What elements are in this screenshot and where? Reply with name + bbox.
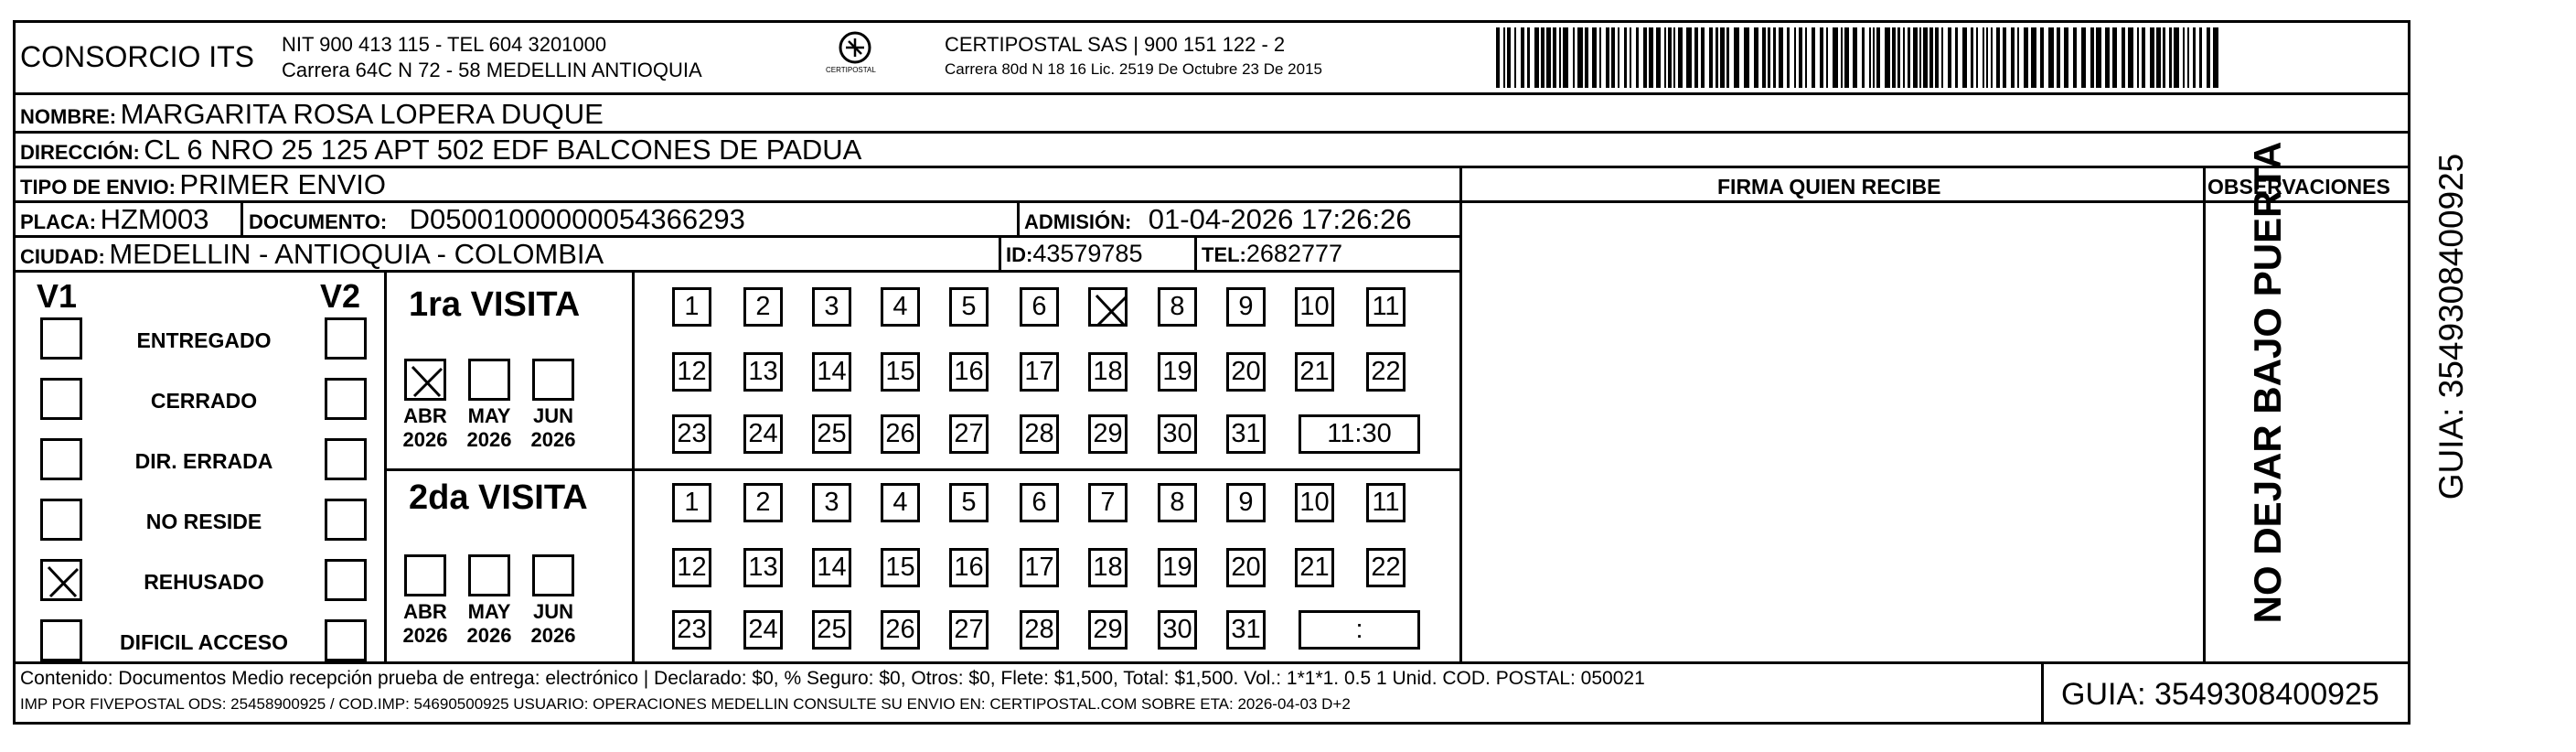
- tel-label: TEL:: [1202, 243, 1246, 266]
- tel-value: 2682777: [1245, 240, 1343, 267]
- day-checkbox[interactable]: 9: [1226, 483, 1266, 522]
- barcode-bar: [1618, 27, 1619, 88]
- v2-label: V2: [320, 277, 361, 315]
- barcode-bar: [1812, 27, 1815, 88]
- barcode-bar: [2150, 27, 2154, 88]
- barcode-bar: [1514, 27, 1516, 88]
- v2-checkbox[interactable]: [325, 499, 367, 541]
- barcode-bar: [1521, 27, 1524, 88]
- barcode-bar: [2090, 27, 2094, 88]
- month-year: 2026: [466, 624, 512, 647]
- month-year: 2026: [466, 428, 512, 451]
- barcode-bar: [1585, 27, 1588, 88]
- barcode-bar: [2096, 27, 2101, 88]
- day-checkbox[interactable]: 19: [1158, 548, 1197, 587]
- barcode-bar: [1553, 27, 1556, 88]
- status-label: NO RESIDE: [145, 510, 262, 533]
- month-name: MAY: [467, 600, 511, 623]
- barcode-bar: [1787, 27, 1790, 88]
- company-address: Carrera 64C N 72 - 58 MEDELLIN ANTIOQUIA: [282, 59, 702, 81]
- barcode-bar: [1996, 27, 2000, 88]
- barcode-bar: [1820, 27, 1823, 88]
- day-checkbox[interactable]: 14: [812, 548, 851, 587]
- barcode-bar: [1496, 27, 1500, 88]
- month-label: [393, 600, 457, 648]
- documento-row: [249, 203, 745, 236]
- documento-label: DOCUMENTO:: [249, 210, 388, 233]
- barcode-bar: [2213, 27, 2218, 88]
- barcode-bar: [1611, 27, 1615, 88]
- barcode-bar: [1892, 27, 1896, 88]
- status-label: DIR. ERRADA: [134, 449, 273, 473]
- day-checkbox[interactable]: 13: [743, 548, 783, 587]
- observaciones-label: OBSERVACIONES: [2207, 175, 2390, 199]
- v1-checkbox[interactable]: [40, 559, 82, 601]
- tipo-value: PRIMER ENVIO: [179, 168, 387, 200]
- barcode-bar: [1720, 27, 1725, 88]
- barcode-bar: [2011, 27, 2015, 88]
- status-label: DIFICIL ACCESO: [119, 630, 288, 654]
- month-year: 2026: [530, 624, 576, 647]
- barcode-bar: [1841, 27, 1843, 88]
- day-checkbox[interactable]: 28: [1020, 610, 1059, 650]
- tipo-label: TIPO DE ENVIO:: [20, 176, 176, 199]
- day-checkbox[interactable]: 30: [1158, 610, 1197, 650]
- check-mark-icon: [45, 564, 81, 600]
- day-checkbox[interactable]: 22: [1366, 352, 1406, 392]
- barcode-bar: [1656, 27, 1661, 88]
- admision-value: 01-04-2026 17:26:26: [1148, 203, 1412, 235]
- barcode-bar: [1726, 27, 1729, 88]
- month-year: 2026: [530, 428, 576, 451]
- barcode-bar: [2137, 27, 2139, 88]
- barcode-bar: [1971, 27, 1973, 88]
- id-label: ID:: [1006, 243, 1033, 266]
- month-checkbox[interactable]: [532, 359, 574, 401]
- day-checkbox[interactable]: 31: [1226, 414, 1266, 454]
- day-checkbox[interactable]: 6: [1020, 287, 1059, 327]
- tel-row: [1202, 240, 1342, 268]
- courier-address: Carrera 80d N 18 16 Lic. 2519 De Octubre 23 De 2015: [945, 60, 1322, 78]
- barcode-bar: [1833, 27, 1838, 88]
- direccion-value: CL 6 NRO 25 125 APT 502 EDF BALCONES DE PADUA: [144, 134, 862, 166]
- day-checkbox[interactable]: [1088, 287, 1128, 327]
- divider: [13, 661, 2410, 664]
- firma-label: FIRMA QUIEN RECIBE: [1717, 175, 1941, 199]
- day-checkbox[interactable]: 26: [881, 610, 920, 650]
- barcode-bar: [1983, 27, 1984, 88]
- status-label: ENTREGADO: [136, 328, 272, 352]
- barcode-bar: [1897, 27, 1900, 88]
- barcode-bar: [2017, 27, 2019, 88]
- check-mark-icon: [409, 363, 445, 400]
- barcode-bar: [1636, 27, 1639, 88]
- v1-checkbox[interactable]: [40, 619, 82, 661]
- ciudad-value: MEDELLIN - ANTIOQUIA - COLOMBIA: [109, 238, 604, 270]
- day-checkbox[interactable]: 16: [949, 352, 989, 392]
- courier-name: CERTIPOSTAL SAS | 900 151 122 - 2: [945, 33, 1286, 56]
- month-name: ABR: [403, 404, 447, 427]
- barcode-bar: [2142, 27, 2145, 88]
- barcode-bar: [2024, 27, 2028, 88]
- barcode-bar: [1630, 27, 1631, 88]
- month-label: [457, 600, 521, 648]
- barcode-bar: [2048, 27, 2054, 88]
- barcode-bar: [1908, 27, 1910, 88]
- day-checkbox[interactable]: 24: [743, 414, 783, 454]
- certipostal-logo-icon: [809, 27, 901, 82]
- barcode-bar: [1762, 27, 1766, 88]
- barcode-bar: [1664, 27, 1666, 88]
- barcode-bar: [1923, 27, 1928, 88]
- v2-checkbox[interactable]: [325, 619, 367, 661]
- barcode-bar: [2081, 27, 2086, 88]
- barcode-bar: [2193, 27, 2196, 88]
- barcode-bar: [1686, 27, 1692, 88]
- barcode-bar: [1546, 27, 1551, 88]
- barcode-bar: [1527, 27, 1530, 88]
- month-checkbox[interactable]: [404, 554, 446, 596]
- barcode-bar: [1853, 27, 1857, 88]
- barcode-bar: [1734, 27, 1739, 88]
- month-checkbox[interactable]: [468, 554, 510, 596]
- month-name: MAY: [467, 404, 511, 427]
- day-checkbox[interactable]: 28: [1020, 414, 1059, 454]
- barcode-bar: [1873, 27, 1875, 88]
- barcode-bar: [1991, 27, 1993, 88]
- divider: [999, 235, 1001, 270]
- barcode-bar: [2073, 27, 2077, 88]
- barcode-bar: [1534, 27, 1539, 88]
- divider: [1459, 166, 1462, 661]
- day-checkbox[interactable]: 20: [1226, 352, 1266, 392]
- barcode-bar: [1805, 27, 1807, 88]
- divider: [240, 200, 243, 235]
- day-checkbox[interactable]: 15: [881, 548, 920, 587]
- month-label: [393, 404, 457, 452]
- barcode-bar: [2174, 27, 2179, 88]
- day-checkbox[interactable]: 24: [743, 610, 783, 650]
- barcode-bar: [1794, 27, 1796, 88]
- day-checkbox[interactable]: 4: [881, 287, 920, 327]
- v2-checkbox[interactable]: [325, 559, 367, 601]
- month-checkbox[interactable]: [532, 554, 574, 596]
- month-name: JUN: [532, 600, 573, 623]
- id-value: 43579785: [1032, 240, 1143, 267]
- footer-content: Contenido: Documentos Medio recepción prueba de entrega: electrónico | Declarado: $0, % Seguro: $0, Otros: $0, Flete: $1,500, Total: $1,500. Vol.: 1*1*1. 0.5 1 Unid. COD. POSTAL: 050021: [20, 668, 1645, 689]
- day-checkbox[interactable]: 18: [1088, 352, 1128, 392]
- barcode-bar: [1986, 27, 1988, 88]
- barcode-bar: [1541, 27, 1545, 88]
- barcode-bar: [1649, 27, 1653, 88]
- v1-checkbox[interactable]: [40, 499, 82, 541]
- barcode-bar: [1955, 27, 1958, 88]
- v1-checkbox[interactable]: [40, 438, 82, 480]
- barcode-bar: [1885, 27, 1890, 88]
- v1-label: V1: [37, 277, 78, 315]
- v1-checkbox[interactable]: [40, 317, 82, 360]
- day-checkbox[interactable]: 25: [812, 414, 851, 454]
- month-year: 2026: [402, 624, 448, 647]
- day-checkbox[interactable]: 23: [672, 610, 711, 650]
- barcode-bar: [2122, 27, 2125, 88]
- company-name: CONSORCIO ITS: [20, 40, 255, 73]
- barcode-bar: [1876, 27, 1880, 88]
- day-checkbox[interactable]: 12: [672, 548, 711, 587]
- barcode-bar: [1773, 27, 1776, 88]
- barcode-bar: [2003, 27, 2006, 88]
- barcode-bar: [1976, 27, 1978, 88]
- barcode-bar: [1948, 27, 1951, 88]
- barcode-bar: [1701, 27, 1705, 88]
- day-checkbox[interactable]: 18: [1088, 548, 1128, 587]
- day-checkbox[interactable]: 5: [949, 483, 989, 522]
- barcode-bar: [1869, 27, 1871, 88]
- day-checkbox[interactable]: 10: [1295, 483, 1334, 522]
- barcode-bar: [1903, 27, 1905, 88]
- barcode-bar: [2112, 27, 2117, 88]
- barcode-bar: [1744, 27, 1749, 88]
- barcode-bar: [1694, 27, 1698, 88]
- day-checkbox[interactable]: 19: [1158, 352, 1197, 392]
- day-checkbox[interactable]: 17: [1020, 352, 1059, 392]
- divider: [384, 270, 387, 661]
- placa-label: PLACA:: [20, 210, 97, 233]
- logo-caption: CERTIPOSTAL: [826, 66, 876, 74]
- barcode: [1496, 27, 2228, 88]
- barcode-bar: [1673, 27, 1675, 88]
- direccion-label: DIRECCIÓN:: [20, 141, 140, 164]
- divider: [632, 270, 635, 661]
- barcode-bar: [1592, 27, 1597, 88]
- barcode-bar: [2183, 27, 2185, 88]
- barcode-bar: [1844, 27, 1849, 88]
- v1-checkbox[interactable]: [40, 378, 82, 420]
- barcode-bar: [2187, 27, 2189, 88]
- day-checkbox[interactable]: 11: [1366, 483, 1406, 522]
- barcode-bar: [1563, 27, 1568, 88]
- v2-checkbox[interactable]: [325, 438, 367, 480]
- check-mark-icon: [1093, 292, 1129, 328]
- placa-value: HZM003: [100, 203, 209, 235]
- month-name: ABR: [403, 600, 447, 623]
- divider: [2203, 166, 2206, 661]
- ciudad-label: CIUDAD:: [20, 245, 105, 268]
- barcode-bar: [2156, 27, 2161, 88]
- barcode-bar: [1799, 27, 1802, 88]
- barcode-bar: [1913, 27, 1918, 88]
- day-checkbox[interactable]: 1: [672, 483, 711, 522]
- day-checkbox[interactable]: 4: [881, 483, 920, 522]
- no-bajo-puerta-warning: NO DEJAR BAJO PUERTA: [2246, 141, 2289, 624]
- divider: [1194, 235, 1197, 270]
- tipo-row: [20, 168, 386, 201]
- barcode-bar: [2199, 27, 2202, 88]
- day-checkbox[interactable]: 29: [1088, 610, 1128, 650]
- day-checkbox[interactable]: 26: [881, 414, 920, 454]
- barcode-bar: [1962, 27, 1967, 88]
- day-checkbox[interactable]: 10: [1295, 287, 1334, 327]
- month-name: JUN: [532, 404, 573, 427]
- barcode-bar: [1503, 27, 1505, 88]
- barcode-bar: [2031, 27, 2036, 88]
- month-year: 2026: [402, 428, 448, 451]
- placa-row: [20, 203, 208, 236]
- nombre-value: MARGARITA ROSA LOPERA DUQUE: [120, 98, 604, 130]
- direccion-row: [20, 134, 861, 167]
- barcode-bar: [2105, 27, 2110, 88]
- v2-checkbox[interactable]: [325, 378, 367, 420]
- barcode-bar: [1577, 27, 1583, 88]
- time-box[interactable]: :: [1299, 610, 1420, 650]
- barcode-bar: [1624, 27, 1627, 88]
- day-checkbox[interactable]: 29: [1088, 414, 1128, 454]
- day-checkbox[interactable]: 13: [743, 352, 783, 392]
- barcode-bar: [1935, 27, 1939, 88]
- day-checkbox[interactable]: 3: [812, 483, 851, 522]
- barcode-bar: [2207, 27, 2210, 88]
- id-row: [1006, 240, 1142, 268]
- day-checkbox[interactable]: 21: [1295, 352, 1334, 392]
- company-nit: NIT 900 413 115 - TEL 604 3201000: [282, 33, 607, 56]
- day-checkbox[interactable]: 5: [949, 287, 989, 327]
- barcode-bar: [2057, 27, 2060, 88]
- day-checkbox[interactable]: 9: [1226, 287, 1266, 327]
- barcode-bar: [1559, 27, 1561, 88]
- day-checkbox[interactable]: 25: [812, 610, 851, 650]
- day-checkbox[interactable]: 30: [1158, 414, 1197, 454]
- day-checkbox[interactable]: 3: [812, 287, 851, 327]
- barcode-bar: [2163, 27, 2165, 88]
- day-checkbox[interactable]: 31: [1226, 610, 1266, 650]
- time-box[interactable]: 11:30: [1299, 414, 1420, 454]
- side-guia: GUIA: 3549308400925: [2432, 153, 2470, 500]
- day-checkbox[interactable]: 2: [743, 483, 783, 522]
- day-checkbox[interactable]: 16: [949, 548, 989, 587]
- day-checkbox[interactable]: 2: [743, 287, 783, 327]
- month-checkbox[interactable]: [468, 359, 510, 401]
- barcode-bar: [1599, 27, 1601, 88]
- visit2-title: 2da VISITA: [409, 478, 588, 517]
- day-checkbox[interactable]: 7: [1088, 483, 1128, 522]
- day-checkbox[interactable]: 6: [1020, 483, 1059, 522]
- admision-label: ADMISIÓN:: [1024, 210, 1132, 233]
- visit1-title: 1ra VISITA: [409, 285, 581, 324]
- admision-row: [1024, 203, 1412, 236]
- barcode-bar: [1862, 27, 1865, 88]
- barcode-bar: [1709, 27, 1713, 88]
- guia-box: GUIA: 3549308400925: [2061, 677, 2379, 712]
- day-checkbox[interactable]: 14: [812, 352, 851, 392]
- barcode-bar: [2128, 27, 2133, 88]
- day-checkbox[interactable]: 12: [672, 352, 711, 392]
- barcode-bar: [1768, 27, 1770, 88]
- day-checkbox[interactable]: 23: [672, 414, 711, 454]
- nombre-label: NOMBRE:: [20, 105, 117, 128]
- documento-value: D05001000000054366293: [409, 203, 745, 235]
- certipostal-logo: [809, 27, 901, 82]
- day-checkbox[interactable]: 15: [881, 352, 920, 392]
- month-label: [521, 404, 585, 452]
- barcode-bar: [1507, 27, 1511, 88]
- barcode-bar: [1678, 27, 1683, 88]
- nombre-row: [20, 98, 604, 131]
- status-label: REHUSADO: [144, 570, 264, 594]
- day-checkbox[interactable]: 11: [1366, 287, 1406, 327]
- barcode-bar: [2064, 27, 2068, 88]
- ciudad-row: [20, 238, 604, 271]
- day-checkbox[interactable]: 21: [1295, 548, 1334, 587]
- month-label: [457, 404, 521, 452]
- barcode-bar: [1643, 27, 1647, 88]
- barcode-bar: [1754, 27, 1758, 88]
- barcode-bar: [1826, 27, 1828, 88]
- barcode-bar: [1919, 27, 1921, 88]
- day-checkbox[interactable]: 17: [1020, 548, 1059, 587]
- barcode-bar: [1941, 27, 1943, 88]
- barcode-bar: [1929, 27, 1933, 88]
- footer-imp: IMP POR FIVEPOSTAL ODS: 25458900925 / COD.IMP: 54690500925 USUARIO: OPERACIONES MEDELLIN CONSULTE SU ENVIO EN: CERTIPOSTAL.COM SOBRE ETA: 2026-04-03 D+2: [20, 695, 1351, 713]
- day-checkbox[interactable]: 22: [1366, 548, 1406, 587]
- day-checkbox[interactable]: 27: [949, 414, 989, 454]
- barcode-bar: [2169, 27, 2172, 88]
- barcode-bar: [1779, 27, 1783, 88]
- day-checkbox[interactable]: 8: [1158, 483, 1197, 522]
- month-label: [521, 600, 585, 648]
- day-checkbox[interactable]: 20: [1226, 548, 1266, 587]
- barcode-bar: [1716, 27, 1718, 88]
- barcode-bar: [1573, 27, 1575, 88]
- day-checkbox[interactable]: 27: [949, 610, 989, 650]
- day-checkbox[interactable]: 1: [672, 287, 711, 327]
- divider: [2041, 661, 2044, 725]
- divider: [1017, 200, 1020, 235]
- barcode-bar: [1606, 27, 1609, 88]
- status-label: CERRADO: [150, 389, 258, 413]
- barcode-bar: [2040, 27, 2044, 88]
- v2-checkbox[interactable]: [325, 317, 367, 360]
- month-checkbox[interactable]: [404, 359, 446, 401]
- barcode-bar: [1668, 27, 1672, 88]
- divider: [384, 468, 1459, 471]
- day-checkbox[interactable]: 8: [1158, 287, 1197, 327]
